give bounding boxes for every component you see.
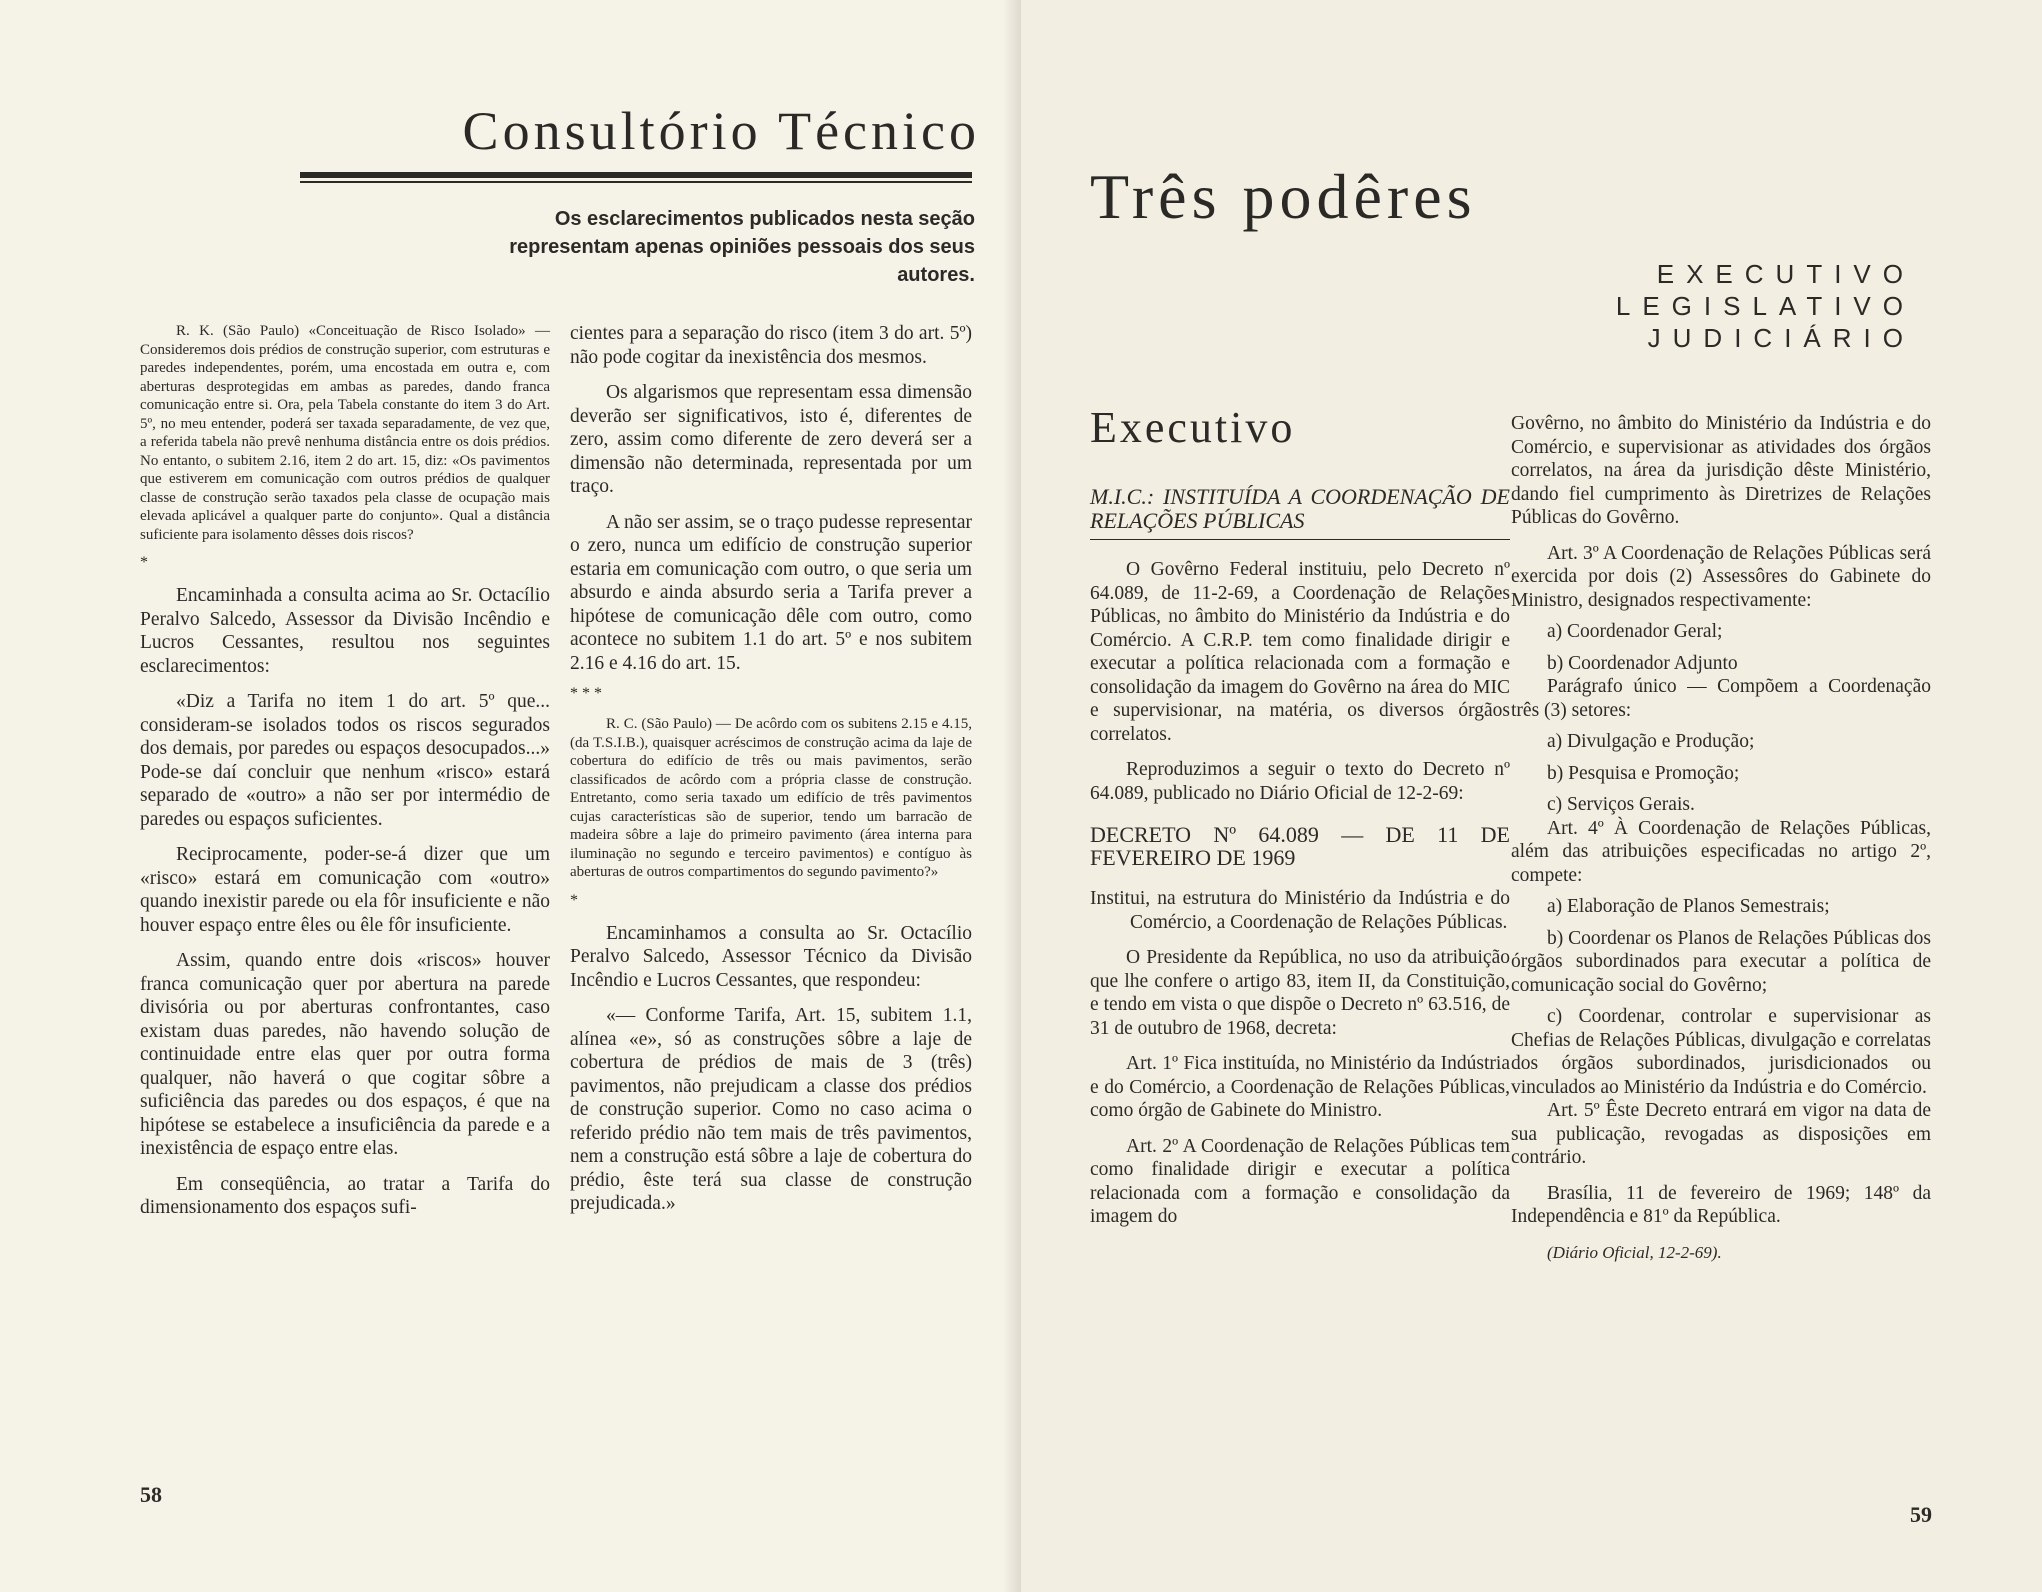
title-rule-thin (300, 181, 972, 183)
list-item: c) Serviços Gerais. (1547, 794, 1695, 815)
paragraph: Reciprocamente, poder-se-á dizer que um «risco» estará em comunicação com «outro» quando inexistir parede ou ela fôr insuficiente e não houver espaço entre êles ou êle fôr insuficiente. (140, 844, 550, 936)
paragraph: Art. 1º Fica instituída, no Ministério da Indústria e do Comércio, a Coordenação de Relações Públicas, como órgão de Gabinete do Ministro. (1090, 1053, 1510, 1121)
list-item: a) Elaboração de Planos Semestrais; (1547, 896, 1830, 917)
branch-legislative: LEGISLATIVO (1615, 291, 1915, 321)
paragraph: Reproduzimos a seguir o texto do Decreto nº 64.089, publicado no Diário Oficial de 12-2-69: (1090, 759, 1510, 804)
list-sectors (1511, 730, 1931, 817)
list-item: b) Coordenador Adjunto (1547, 652, 1738, 674)
page-number: 58 (140, 1482, 162, 1507)
reader-question: R. K. (São Paulo) «Conceituação de Risco Isolado» — Consideremos dois prédios de construção superior, com estruturas e paredes independentes, porém, uma encostada em outra e, com aberturas desprotegidas em ambas as paredes, dando franca comunicação entre si. Ora, pela Tabela constante do item 3 do Art. 5º, no meu entender, poderá ser taxada separadamente, de vez que, a referida tabela não prevê nenhuma distância entre os dois prédios. No entanto, o subitem 2.16, item 2 do art. 15, diz: «Os pavimentos que estiverem em comunicação com outros prédios de qualquer classe de construção serão taxados pela classe de ocupação mais elevada aplicável a qualquer parte do conjunto». Qual a distância suficiente para isolamento dêsses dois riscos? (140, 323, 550, 543)
separator-star: * (140, 554, 148, 571)
paragraph: Os algarismos que representam essa dimensão deverão ser significativos, isto é, diferentes de zero, assim como diferente de zero deverá ser a dimensão não determinada, representada por um traço. (570, 382, 972, 497)
right-column-2 (1511, 412, 1931, 1264)
decree-title: DECRETO Nº 64.089 — DE 11 DE FEVEREIRO DE 1969 (1090, 822, 1510, 870)
branch-executive: EXECUTIVO (1656, 259, 1915, 289)
paragraph: Art. 5º Êste Decreto entrará em vigor na data de sua publicação, revogadas as disposições em contrário. (1511, 1100, 1931, 1168)
subhead-rule (1090, 539, 1510, 540)
list-item: b) Coordenar os Planos de Relações Públicas dos órgãos subordinados para executar a política de comunicação social do Govêrno; (1511, 927, 1931, 996)
right-page (1021, 0, 2042, 1592)
right-column-1 (1090, 485, 1510, 1229)
section-title: Consultório Técnico (462, 101, 980, 161)
list-item: c) Coordenar, controlar e supervisionar as Chefias de Relações Públicas, divulgação e correlatas dos órgãos subordinados, jurisdicionados ou vinculados ao Ministério da Indústria e do Comércio. (1511, 1006, 1931, 1098)
decree-summary: Institui, na estrutura do Ministério da Indústria e do Comércio, a Coordenação de Relações Públicas. (1090, 888, 1510, 933)
list-coordinators (1511, 620, 1931, 675)
left-column-1 (140, 322, 550, 1220)
paragraph: Em conseqüência, ao tratar a Tarifa do dimensionamento dos espaços sufi- (140, 1173, 550, 1218)
paragraph: Art. 4º À Coordenação de Relações Públicas, além das atribuições especificadas no artigo 2º, compete: (1511, 817, 1931, 886)
paragraph: Art. 2º A Coordenação de Relações Públicas tem como finalidade dirigir e executar a política relacionada com a formação e consolidação da imagem do (1090, 1135, 1510, 1227)
paragraph: «— Conforme Tarifa, Art. 15, subitem 1.1, alínea «e», só as construções sôbre a laje de cobertura de prédios de mais de 3 (três) pavimentos, não prejudicam a classe dos prédios de construção superior. Como no caso acima o referido prédio não tem mais de três pavimentos, nem a construção está sôbre a laje de cobertura do prédio, êste terá sua classe de construção prejudicada.» (570, 1005, 972, 1214)
source-citation: (Diário Oficial, 12-2-69). (1547, 1242, 1722, 1262)
separator-star: * (570, 891, 578, 909)
paragraph: A não ser assim, se o traço pudesse representar o zero, nunca um edifício de construção superior estaria em comunicação com outro, o que seria um absurdo e ainda absurdo seria a Tarifa prever a hipótese de comunicação dêle com outro, como acontece no subitem 1.1 do art. 5º e nos subitem 2.16 e 4.16 do art. 15. (570, 511, 972, 674)
section-title: Três podêres (1090, 161, 1477, 232)
paragraph: cientes para a separação do risco (item 3 do art. 5º) não pode cogitar da inexistência dos mesmos. (570, 323, 972, 368)
paragraph: O Presidente da República, no uso da atribuição que lhe confere o artigo 83, item II, da Constituição, e tendo em vista o que dispõe o Decreto nº 63.516, de 31 de outubro de 1968, decreta: (1090, 947, 1510, 1039)
paragraph: «Diz a Tarifa no item 1 do art. 5º que... consideram-se isolados todos os riscos segurados dos demais, por paredes ou espaços desocupados...» Pode-se daí concluir que nenhum «risco» estará separado de «outro» a não ser por intermédio de paredes ou espaços suficientes. (140, 691, 550, 830)
page-number: 59 (1910, 1502, 1932, 1527)
paragraph: Brasília, 11 de fevereiro de 1969; 148º da Independência e 81º da República. (1511, 1182, 1931, 1227)
paragraph: O Govêrno Federal instituiu, pelo Decreto nº 64.089, de 11-2-69, a Coordenação de Relações Públicas, no âmbito do Ministério da Indústria e do Comércio. A C.R.P. tem como finalidade dirigir e executar a política relacionada com a formação e consolidação da imagem do Govêrno na área do MIC e supervisionar, na matéria, os diversos órgãos correlatos. (1090, 559, 1510, 745)
subsection-heading: Executivo (1090, 403, 1296, 452)
paragraph: Art. 3º A Coordenação de Relações Públicas será exercida por dois (2) Assessôres do Gabinete do Ministro, designados respectivamente: (1511, 542, 1931, 611)
paragraph: Assim, quando entre dois «riscos» houver franca comunicação quer por abertura na parede divisória ou por aberturas confrontantes, caso existam duas paredes, não havendo solução de continuidade entre elas quer por outra forma qualquer, não haverá o que cogitar sôbre a suficiência das paredes ou dos espaços, é que na hipótese se estabelece a insuficiência da parede e a inexistência de espaço entre elas. (140, 950, 550, 1159)
title-rule-thick (300, 172, 972, 178)
separator-stars: * * * (570, 685, 602, 702)
branch-list (1560, 258, 1915, 354)
list-item: a) Divulgação e Produção; (1547, 731, 1755, 752)
paragraph: Govêrno, no âmbito do Ministério da Indústria e do Comércio, e supervisionar as atividades dos órgãos correlatos, na área da jurisdição dêste Ministério, dando fiel cumprimento às Diretrizes de Relações Públicas do Govêrno. (1511, 413, 1931, 528)
paragraph: Encaminhada a consulta acima ao Sr. Octacílio Peralvo Salcedo, Assessor da Divisão Incêndio e Lucros Cessantes, resultou nos seguintes esclarecimentos: (140, 585, 550, 677)
left-column-2 (570, 322, 972, 1216)
list-item: a) Coordenador Geral; (1547, 621, 1723, 642)
section-intro: Os esclarecimentos publicados nesta seção representam apenas opiniões pessoais dos seus autores. (509, 208, 975, 286)
list-duties (1511, 895, 1931, 1099)
paragraph: Parágrafo único — Compõem a Coordenação três (3) setores: (1511, 676, 1931, 721)
paragraph: Encaminhamos a consulta ao Sr. Octacílio Peralvo Salcedo, Assessor Técnico da Divisão Incêndio e Lucros Cessantes, que respondeu: (570, 922, 972, 991)
list-item: b) Pesquisa e Promoção; (1547, 762, 1740, 784)
reader-question: R. C. (São Paulo) — De acôrdo com os subitens 2.15 e 4.15, (da T.S.I.B.), quaisquer acréscimos de construção acima da laje de cobertura do edifício de três ou mais pavimentos, serão classificados de acôrdo com a própria classe de construção. Entretanto, como seria taxado um edifício de três pavimentos cujas características são de superior, tendo um barracão de madeira sôbre a laje do primeiro pavimento (área interna para iluminação no segundo e terceiro pavimentos) e contíguo às aberturas de outros compartimentos do segundo pavimento?» (570, 716, 972, 880)
branch-judiciary: JUDICIÁRIO (1647, 323, 1915, 353)
article-subhead: M.I.C.: INSTITUÍDA A COORDENAÇÃO DE RELAÇÕES PÚBLICAS (1090, 484, 1510, 533)
